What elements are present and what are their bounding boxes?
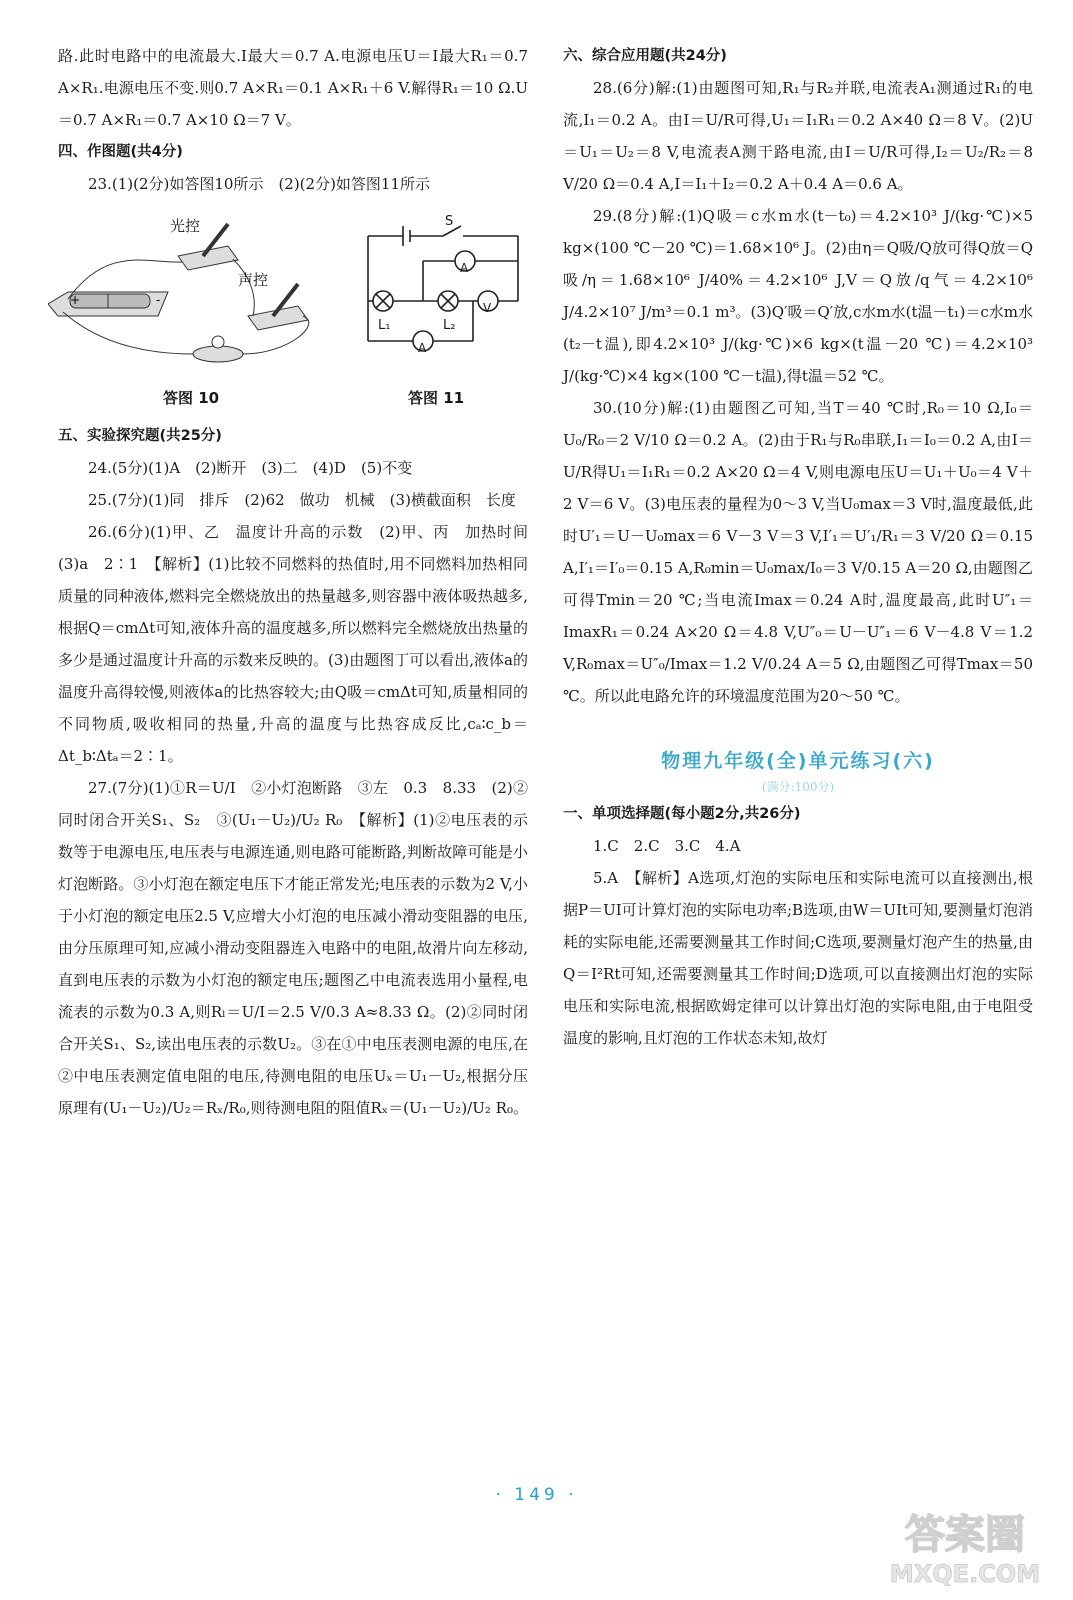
svg-text:答案圈: 答案圈 [905,1512,1025,1558]
section-heading-application: 六、综合应用题(共24分) [563,48,727,64]
question-24: 24.(5分)(1)A (2)断开 (3)二 (4)D (5)不变 [88,459,413,477]
label-shengkong: 声控 [238,271,269,289]
left-column [58,40,544,1124]
unit-title: 物理九年级(全)单元练习(六) [661,750,935,772]
figure-11-caption: 答图 11 [408,389,465,407]
questions-1-4: 1.C 2.C 3.C 4.A [593,837,741,855]
svg-text:MXQE.COM: MXQE.COM [889,1560,1041,1588]
question-5: 5.A 【解析】A选项,灯泡的实际电压和实际电流可以直接测出,根据P＝UI可计算灯泡的实际电功率;B选项,由W＝UIt可知,要测量灯泡消耗的实际电能,还需要测量其工作时间;C选项,要测量灯泡产生的热量,由Q＝I²Rt可知,还需要测量其工作时间;D选项,可以直接测出灯泡的实际电压和实际电流,根据欧姆定律可以计算出灯泡的实际电阻,由于电阻受温度的影响,且灯泡的工作状态未知,故灯 [563,869,1033,1047]
question-23: 23.(1)(2分)如答图10所示 (2)(2分)如答图11所示 [88,175,431,193]
question-29: 29.(8分)解:(1)Q吸＝c水m水(t－t₀)＝4.2×10³ J/(kg·℃)×5 kg×(100 ℃－20 ℃)＝1.68×10⁶ J。(2)由η＝Q吸/Q放可得Q放＝Q吸/η＝1.68×10⁶ J/40%＝4.2×10⁶ J,V＝Q放/q气＝4.2×10⁶ J/4.2×10⁷ J/m³＝0.1 m³。(3)Q′吸＝Q′放,c水m水(t温－t₁)＝c水m水(t₂－t温),即4.2×10³ J/(kg·℃)×6 kg×(t温－20 ℃)＝4.2×10³ J/(kg·℃)×4 kg×(100 ℃－t温),得t温＝52 ℃。 [563,207,1038,385]
question-26: 26.(6分)(1)甲、乙 温度计升高的示数 (2)甲、丙 加热时间 (3)a 2∶1 【解析】(1)比较不同燃料的热值时,用不同燃料加热相同质量的同种液体,燃料完全燃烧放出的热量越多,则容器中液体吸热越多,根据Q＝cmΔt可知,液体升高的温度越多,所以燃料完全燃烧放出热量的多少是通过温度计升高的示数来反映的。(3)由题图丁可以看出,液体a的温度升高得较慢,则液体a的比热容较大;由Q吸＝cmΔt可知,质量相同的不同物质,吸收相同的热量,升高的温度与比热容成反比,cₐ∶c_b＝Δt_b∶Δtₐ＝2∶1。 [58,523,544,765]
page-number: · 149 · [495,1485,578,1505]
svg-text:+: + [70,293,81,307]
section-heading-choice: 一、单项选择题(每小题2分,共26分) [563,806,801,822]
question-25: 25.(7分)(1)同 排斥 (2)62 做功 机械 (3)横截面积 长度 [88,491,516,509]
unit-subtitle: (满分:100分) [761,780,835,794]
right-column [563,40,1038,1054]
intro-paragraph: 路.此时电路中的电流最大.I最大＝0.7 A.电源电压U＝I最大R₁＝0.7 A×R₁.电源电压不变.则0.7 A×R₁＝0.1 A×R₁＋6 V.解得R₁＝10 Ω.U＝0.7 A×R₁＝0.7 A×10 Ω＝7 V。 [58,47,533,129]
svg-text:-: - [156,293,161,307]
watermark-logo [870,1500,1060,1590]
figure-10-caption: 答图 10 [163,389,220,407]
fig11-label-l2: L₂ [443,318,456,333]
section-heading-experiment: 五、实验探究题(共25分) [58,428,222,444]
fig11-label-l1: L₁ [378,318,391,333]
fig11-label-voltmeter: V [483,301,492,315]
question-27: 27.(7分)(1)①R＝U/I ②小灯泡断路 ③左 0.3 8.33 (2)②同时闭合开关S₁、S₂ ③(U₁－U₂)/U₂ R₀ 【解析】(1)②电压表的示数等于电源电压,电压表与电源连通,则电路可能断路,判断故障可能是小灯泡断路。③小灯泡在额定电压下才能正常发光;电压表的示数为2 V,小于小灯泡的额定电压2.5 V,应增大小灯泡的电压减小滑动变阻器的电压,由分压原理可知,应减小滑动变阻器连入电路中的电阻,故滑片向左移动,直到电压表的示数为小灯泡的额定电压;题图乙中电流表选用小量程,电流表的示数为0.3 A,则Rₗ＝U/I＝2.5 V/0.3 A≈8.33 Ω。(2)②同时闭合开关S₁、S₂,读出电压表的示数U₂。③在①中电压表测电源的电压,在②中电压表测定值电阻的电压,待测电阻的电压Uₓ＝U₁－U₂,根据分压原理有(U₁－U₂)/U₂＝Rₓ/R₀,则待测电阻的阻值Rₓ＝(U₁－U₂)/U₂ R₀。 [58,779,528,1117]
label-guangkong: 光控 [170,217,201,235]
section-heading-drawing: 四、作图题(共4分) [58,144,183,160]
figures-row [58,200,528,420]
question-28: 28.(6分)解:(1)由题图可知,R₁与R₂并联,电流表A₁测通过R₁的电流,I₁＝0.2 A。由I＝U/R可得,U₁＝I₁R₁＝0.2 A×40 Ω＝8 V。(2)U＝U₁＝U₂＝8 V,电流表A测干路电流,由I＝U/R可得,I₂＝U₂/R₂＝8 V/20 Ω＝0.4 A,I＝I₁＋I₂＝0.2 A＋0.4 A＝0.6 A。 [563,79,1038,193]
fig11-label-ammeter-2: A [418,341,427,355]
question-30: 30.(10分)解:(1)由题图乙可知,当T＝40 ℃时,R₀＝10 Ω,I₀＝U₀/R₀＝2 V/10 Ω＝0.2 A。(2)由于R₁与R₀串联,I₁＝I₀＝0.2 A,由I＝U/R得U₁＝I₁R₁＝0.2 A×20 Ω＝4 V,则电源电压U＝U₁＋U₀＝4 V＋2 V＝6 V。(3)电压表的量程为0～3 V,当U₀max＝3 V时,温度最低,此时U′₁＝U－U₀max＝6 V－3 V＝3 V,I′₁＝U′₁/R₁＝3 V/20 Ω＝0.15 A,I′₁＝I′₀＝0.15 A,R₀min＝U₀max/I₀＝3 V/0.15 A＝20 Ω,由题图乙可得Tmin＝20 ℃;当电流Imax＝0.24 A时,温度最高,此时U″₁＝ImaxR₁＝0.24 A×20 Ω＝4.8 V,U″₀＝U－U″₁＝6 V－4.8 V＝1.2 V,R₀max＝U″₀/Imax＝1.2 V/0.24 A＝5 Ω,由题图乙可得Tmax＝50 ℃。所以此电路允许的环境温度范围为20～50 ℃。 [563,399,1038,705]
fig11-label-ammeter: A [460,261,469,275]
fig11-label-s: S [445,214,454,229]
